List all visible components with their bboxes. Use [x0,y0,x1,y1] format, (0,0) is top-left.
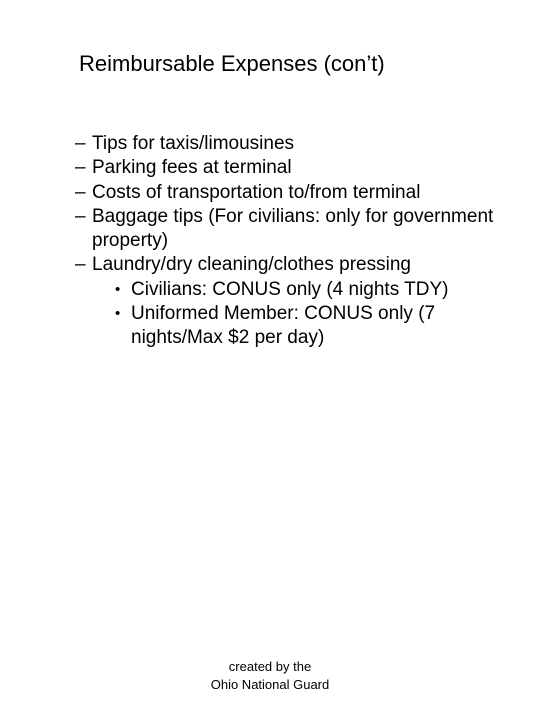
round-bullet-icon: • [115,280,121,298]
slide-body [75,132,525,351]
list-item-baggage-tips [75,205,525,254]
list-item-laundry [75,253,525,277]
dash-bullet-icon: – [75,181,86,203]
sub-list-item-text: Uniformed Member: CONUS only (7 nights/Max $2 per day) [131,303,436,349]
dash-bullet-icon: – [75,254,86,276]
footer-credit [170,658,370,694]
list-item-text: Baggage tips (For civilians: only for government property) [92,205,494,252]
sub-list-item-text: Civilians: CONUS only (4 nights TDY) [131,278,449,300]
dash-bullet-icon: – [75,205,86,227]
round-bullet-icon: • [115,305,121,323]
list-item-taxi-tips [75,132,525,156]
dash-bullet-icon: – [75,157,86,179]
list-item-text: Tips for taxis/limousines [92,133,295,154]
sub-list-item-civilians [75,278,525,302]
dash-bullet-icon: – [75,133,86,154]
list-item-parking-fees [75,156,525,180]
footer-line-1: created by the [228,659,312,674]
list-item-terminal-transport [75,181,525,205]
list-item-text: Parking fees at terminal [92,157,292,179]
sub-list-item-uniformed-member [75,302,525,351]
slide-title: Reimbursable Expenses (con’t) [79,51,385,76]
list-item-text: Costs of transportation to/from terminal [92,181,421,203]
list-item-text: Laundry/dry cleaning/clothes pressing [92,254,411,276]
footer-line-2: Ohio National Guard [210,677,330,692]
